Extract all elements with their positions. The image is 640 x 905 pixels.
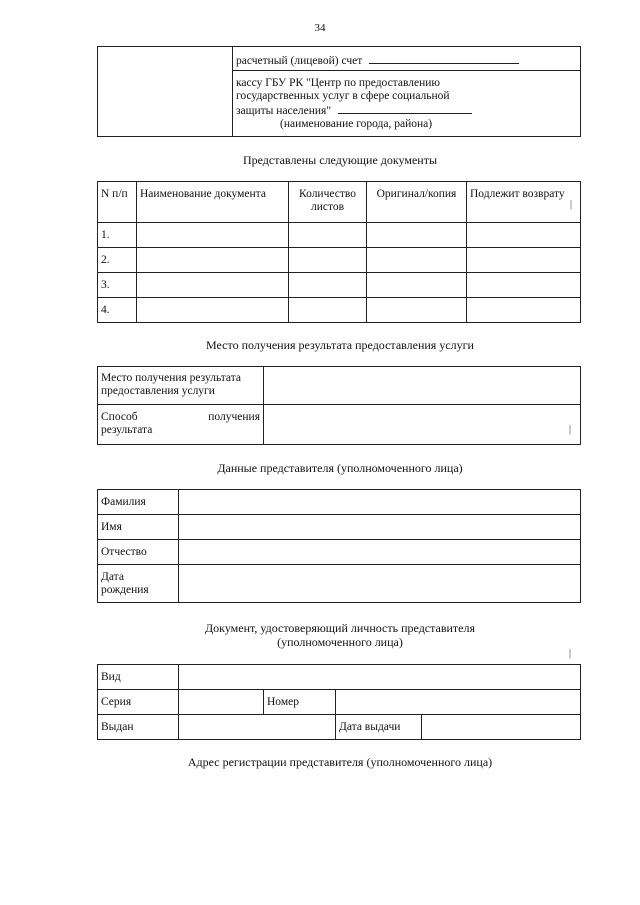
id-document-table	[97, 664, 581, 740]
method-label-a: Способ	[101, 411, 138, 423]
row-cell[interactable]	[289, 273, 367, 298]
account-blank[interactable]	[369, 53, 519, 64]
id-document-heading-2: (уполномоченного лица)	[277, 635, 403, 649]
row-cell[interactable]	[137, 248, 289, 273]
type-label: Вид	[98, 665, 179, 690]
row-cell[interactable]	[137, 273, 289, 298]
number-value[interactable]	[336, 690, 581, 715]
result-table	[97, 366, 581, 445]
place-value[interactable]	[264, 367, 581, 405]
birth-value[interactable]	[179, 565, 581, 603]
method-label-c: результата	[101, 424, 153, 436]
surname-label: Фамилия	[98, 490, 179, 515]
scan-mark: |	[569, 424, 572, 435]
col-header-number: N п/п	[98, 182, 137, 223]
number-label: Номер	[264, 690, 336, 715]
issued-by-value[interactable]	[179, 715, 336, 740]
cashdesk-line1: кассу ГБУ РК "Центр по предоставлению	[236, 77, 440, 89]
col-header-count: Количество листов	[289, 182, 367, 223]
row-cell[interactable]	[367, 248, 467, 273]
scan-mark: |	[569, 648, 572, 659]
row-number: 1.	[98, 223, 137, 248]
method-label	[98, 405, 264, 445]
birth-label	[98, 565, 179, 603]
row-cell[interactable]	[289, 248, 367, 273]
type-value[interactable]	[179, 665, 581, 690]
row-cell[interactable]	[367, 273, 467, 298]
cashdesk-line2: государственных услуг в сфере социальной	[236, 90, 450, 102]
payment-empty-cell	[98, 47, 233, 137]
row-cell[interactable]	[137, 223, 289, 248]
row-number: 4.	[98, 298, 137, 323]
row-cell[interactable]	[467, 248, 581, 273]
patronymic-value[interactable]	[179, 540, 581, 565]
place-label: Место получения результата предоставления услуги	[98, 367, 264, 405]
id-document-heading-1: Документ, удостоверяющий личность представителя	[204, 621, 476, 635]
surname-value[interactable]	[179, 490, 581, 515]
method-label-b: получения	[208, 411, 260, 423]
name-value[interactable]	[179, 515, 581, 540]
row-cell[interactable]	[367, 298, 467, 323]
row-cell[interactable]	[367, 223, 467, 248]
issue-date-value[interactable]	[422, 715, 581, 740]
name-label: Имя	[98, 515, 179, 540]
row-number: 3.	[98, 273, 137, 298]
row-cell[interactable]	[289, 223, 367, 248]
issued-by-label: Выдан	[98, 715, 179, 740]
result-heading: Место получения результата предоставления услуги	[206, 338, 474, 352]
representative-heading: Данные представителя (уполномоченного лица)	[217, 461, 463, 475]
account-label: расчетный (лицевой) счет	[236, 55, 363, 67]
series-value[interactable]	[179, 690, 264, 715]
row-cell[interactable]	[467, 298, 581, 323]
row-cell[interactable]	[467, 223, 581, 248]
method-value[interactable]	[264, 405, 581, 445]
cashdesk-cell	[233, 71, 581, 137]
address-heading: Адрес регистрации представителя (уполномоченного лица)	[187, 755, 493, 769]
scan-mark: |	[570, 199, 573, 210]
col-header-original: Оригинал/копия	[367, 182, 467, 223]
row-cell[interactable]	[467, 273, 581, 298]
row-cell[interactable]	[289, 298, 367, 323]
col-header-name: Наименование документа	[137, 182, 289, 223]
col-header-return: Подлежит возврату	[467, 182, 581, 223]
birth-label-b: рождения	[101, 584, 149, 596]
cashdesk-line3: защиты населения"	[236, 105, 332, 117]
issue-date-label: Дата выдачи	[336, 715, 422, 740]
row-number: 2.	[98, 248, 137, 273]
row-cell[interactable]	[137, 298, 289, 323]
representative-table	[97, 489, 581, 603]
documents-heading: Представлены следующие документы	[242, 153, 438, 167]
documents-table	[97, 181, 581, 323]
city-blank[interactable]	[338, 103, 472, 114]
account-cell	[233, 47, 581, 71]
patronymic-label: Отчество	[98, 540, 179, 565]
page-number: 34	[314, 22, 326, 34]
city-hint: (наименование города, района)	[280, 118, 433, 130]
payment-table	[97, 46, 581, 137]
birth-label-a: Дата	[101, 571, 124, 583]
series-label: Серия	[98, 690, 179, 715]
